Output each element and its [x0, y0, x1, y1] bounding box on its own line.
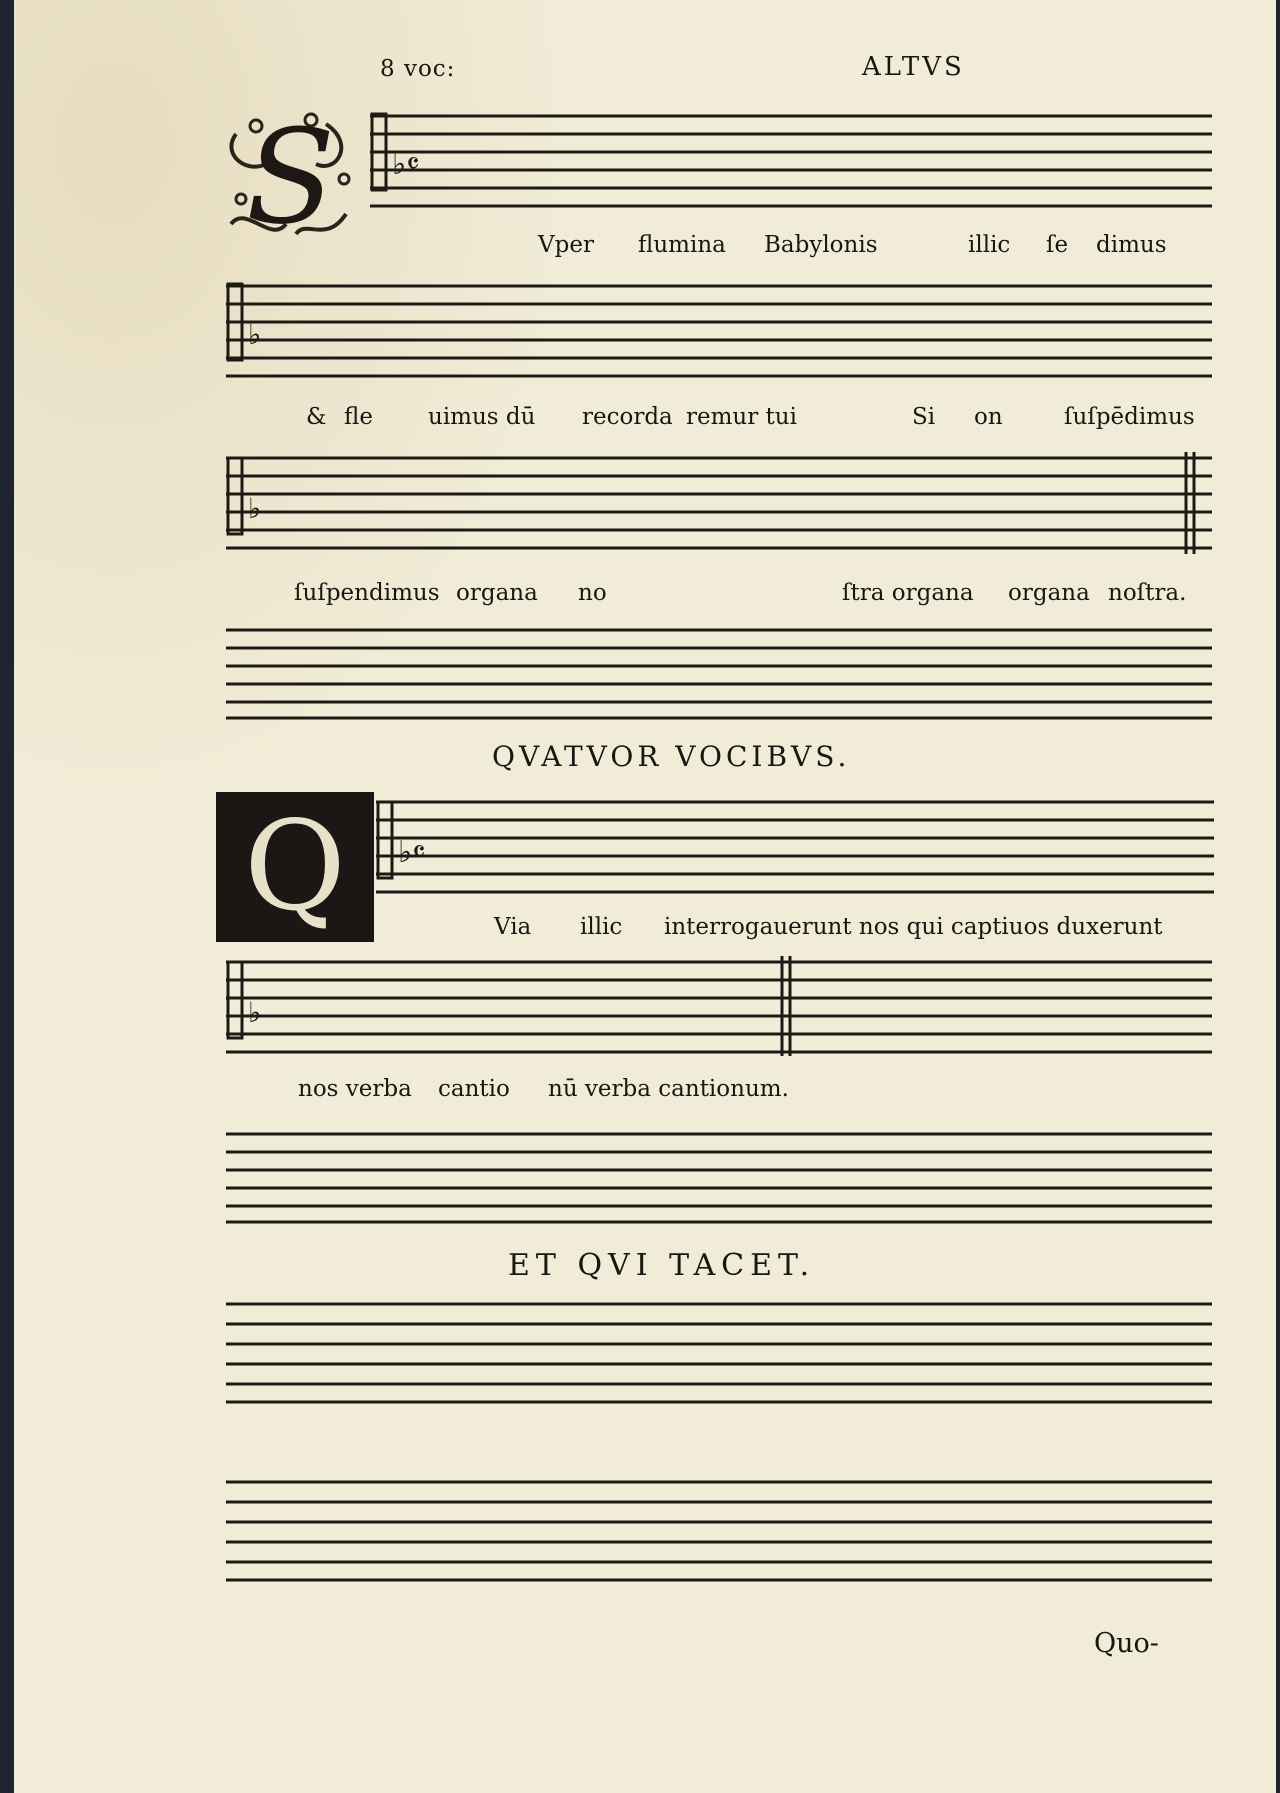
lyric: interrogauerunt nos qui captiuos duxerunt: [664, 914, 1163, 940]
lyric: organa: [456, 580, 538, 606]
lyric: dimus: [1096, 232, 1167, 258]
lyric: nos verba: [298, 1076, 412, 1102]
ornate-initial-s: [216, 101, 366, 254]
lyric: illic: [968, 232, 1011, 258]
catchword: Quo-: [1094, 1628, 1159, 1659]
svg-text:♭: ♭: [248, 492, 262, 525]
lyric: recorda: [582, 404, 673, 430]
section-heading-et-qui-tacet: ET QVI TACET.: [508, 1248, 816, 1283]
lyric: Si: [912, 404, 936, 430]
lyric: Via: [494, 914, 532, 940]
svg-text:♭𝄴: ♭𝄴: [398, 835, 426, 870]
lyric: Babylonis: [764, 232, 878, 258]
initial-letter-s: S: [246, 101, 336, 253]
svg-text:♭: ♭: [248, 996, 262, 1029]
staff-4: [376, 796, 1214, 896]
lyric: nū verba cantionum.: [548, 1076, 789, 1102]
lyric: ſtra organa: [842, 580, 974, 606]
staff-3: [226, 452, 1212, 556]
header-voices: 8 voc:: [380, 56, 456, 82]
lyric: flumina: [638, 232, 726, 258]
lyric: noſtra.: [1108, 580, 1187, 606]
empty-staff-1: [226, 624, 1212, 722]
ornate-initial-q: [216, 792, 374, 942]
lyric: organa: [1008, 580, 1090, 606]
lyric: remur tui: [686, 404, 797, 430]
lyric: cantio: [438, 1076, 510, 1102]
lyric: ſuſpēdimus: [1064, 404, 1195, 430]
section-heading-quatuor: QVATVOR VOCIBVS.: [492, 740, 851, 773]
staff-5: [226, 956, 1212, 1056]
lyric: on: [974, 404, 1003, 430]
svg-text:♭: ♭: [248, 318, 262, 351]
lyric: no: [578, 580, 607, 606]
lyric: ſe: [1046, 232, 1069, 258]
header-part-name: ALTVS: [862, 52, 965, 82]
staff-1: [370, 112, 1212, 210]
lyric: fle: [344, 404, 373, 430]
lyric: illic: [580, 914, 623, 940]
svg-text:♭𝄴: ♭𝄴: [392, 147, 420, 182]
initial-letter-q: Q: [244, 795, 346, 939]
lyric: Vper: [538, 232, 594, 258]
lyric: &: [306, 404, 327, 430]
staff-2: [226, 280, 1212, 380]
lyric: ſuſpendimus: [294, 580, 440, 606]
book-page: [14, 0, 1276, 1793]
empty-staff-2: [226, 1128, 1212, 1226]
empty-staff-4: [226, 1476, 1212, 1584]
lyric: uimus dū: [428, 404, 536, 430]
empty-staff-3: [226, 1298, 1212, 1406]
